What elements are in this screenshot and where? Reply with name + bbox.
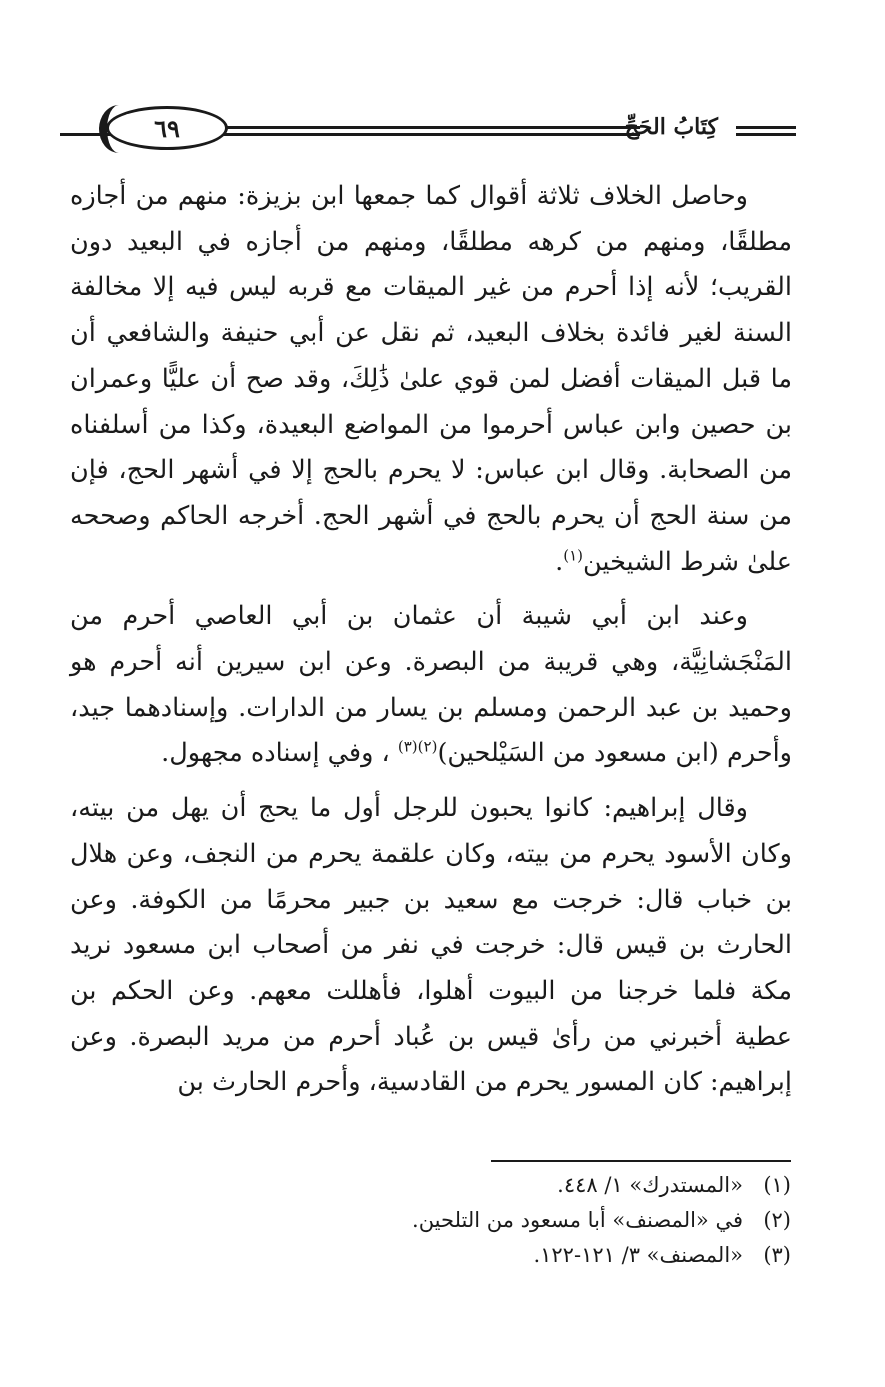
book-title: كِتَابُ الحَجِّ xyxy=(624,114,718,140)
footnote-text: في «المصنف» أبا مسعود من التلحين. xyxy=(412,1208,743,1232)
paragraph-text: وقال إبراهيم: كانوا يحبون للرجل أول ما يحج أن يهل من بيته، وكان الأسود يحرم من بيته، وكان علقمة يحرم من النجف، وعن هلال بن خباب قال: خرجت مع سعيد بن جبير محرمًا من الكوفة. وعن الحارث بن قيس قال: خرجت في نفر من أصحاب ابن مسعود نريد مكة فلما خرجنا من البيوت أهلوا، فأهللت معهم. وعن الحكم بن عطية أخبرني من رأىٰ قيس بن عُباد أحرم من مريد البصرة. وعن إبراهيم: كان المسور يحرم من القادسية، وأحرم الحارث بن xyxy=(70,793,792,1098)
page-number: ٦٩ xyxy=(154,113,180,143)
page-number-badge xyxy=(106,106,228,150)
paragraph-text: وعند ابن أبي شيبة أن عثمان بن أبي العاصي أحرم من المَنْجَشانِيَّة، وهي قريبة من البصرة. وعن ابن سيرين أنه أحرم هو وحميد بن عبد الرحمن ومسلم بن يسار من الدارات. وإسنادهما جيد، وأحرم (ابن مسعود من السَيْلحين) xyxy=(70,601,792,769)
footnote xyxy=(191,1203,791,1238)
paragraph-tail: ، وفي إسناده مجهول. xyxy=(161,738,390,769)
footnote-text: «المستدرك» ١/ ٤٤٨. xyxy=(557,1173,743,1197)
footnote-ref: (١) xyxy=(563,546,583,565)
footnotes xyxy=(191,1168,791,1273)
paragraph-text: وحاصل الخلاف ثلاثة أقوال كما جمعها ابن بزيزة: منهم من أجازه مطلقًا، ومنهم من كرهه مطلقًا، ومنهم من أجازه في البعيد دون القريب؛ لأنه إذا أحرم من غير الميقات مع قربه ليس فيه إلا مخالفة السنة لغير فائدة بخلاف البعيد، ثم نقل عن أبي حنيفة والشافعي أن ما قبل الميقات أفضل لمن قوي علىٰ ذَٰلِكَ، وقد صح أن عليًّا وعمران بن حصين وابن عباس أحرموا من المواضع البعيدة، وكذا من أسلفناه من الصحابة. وقال ابن عباس: لا يحرم بالحج إلا في أشهر الحج، فإن من سنة الحج أن يحرم بالحج في أشهر الحج. أخرجه الحاكم وصححه علىٰ شرط الشيخين xyxy=(70,181,792,577)
header-rule-right-lower xyxy=(736,133,796,136)
footnote-number: (١) xyxy=(763,1173,791,1197)
paragraph xyxy=(70,594,792,777)
footnote xyxy=(191,1168,791,1203)
header-rule-right xyxy=(736,126,796,129)
footnote-ref: (٢)(٣) xyxy=(397,737,438,756)
footnote-number: (٢) xyxy=(763,1208,791,1232)
paragraph xyxy=(70,786,792,1106)
footnote-separator xyxy=(491,1160,791,1162)
footnote-number: (٣) xyxy=(763,1243,791,1267)
header-rule-left xyxy=(200,126,640,129)
main-text xyxy=(70,174,792,1106)
page-header xyxy=(60,100,796,164)
footnote xyxy=(191,1238,791,1273)
paragraph-tail: . xyxy=(555,546,564,577)
footnote-text: «المصنف» ٣/ ١٢١-١٢٢. xyxy=(533,1243,743,1267)
paragraph xyxy=(70,174,792,585)
